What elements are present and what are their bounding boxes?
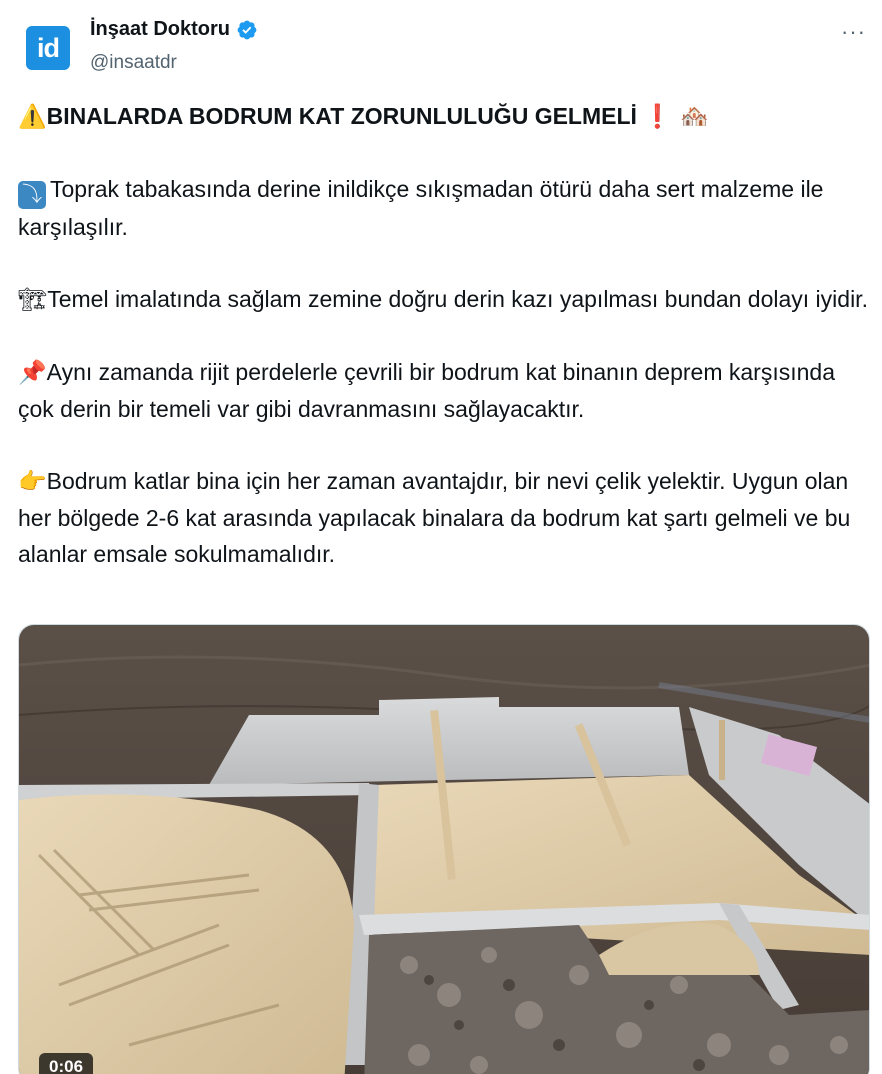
paragraph-1-text: Toprak tabakasında derine inildikçe sıkışmadan ötürü daha sert malzeme ile karşılaşılır. (18, 176, 824, 240)
video-frame (19, 625, 870, 1074)
author-name-row (90, 18, 258, 41)
avatar[interactable]: id (26, 26, 70, 70)
arrow-down-icon: ⤵ (18, 181, 46, 209)
verified-badge-icon (236, 19, 258, 41)
pointing-hand-icon: 👉 (18, 469, 47, 495)
tweet-headline (18, 98, 868, 135)
exclamation-house-icon: ❗ 🏘️ (643, 104, 709, 130)
crane-icon: 🏗 (18, 287, 48, 313)
warning-icon: ⚠️ (18, 104, 47, 130)
author-handle[interactable]: @insaatdr (90, 52, 177, 73)
headline-text: BINALARDA BODRUM KAT ZORUNLULUĞU GELMELİ (46, 103, 637, 129)
tweet-paragraph-1 (18, 171, 868, 245)
more-options-icon[interactable]: ··· (841, 19, 866, 44)
paragraph-2-text: Temel imalatında sağlam zemine doğru derin kazı yapılması bundan dolayı iyidir. (47, 286, 868, 312)
video-timestamp: 0:06 (39, 1053, 93, 1074)
tweet-paragraph-4 (18, 463, 868, 572)
author-display-name[interactable]: İnşaat Doktoru (90, 18, 231, 40)
tweet-text (18, 98, 868, 572)
video-player[interactable] (18, 624, 870, 1074)
paragraph-4-text: Bodrum katlar bina için her zaman avantajdır, bir nevi çelik yelektir. Uygun olan her bölgede 2-6 kat arasında yapılacak binalara da bodrum kat şartı gelmeli ve bu alanlar emsale sokulmamalıdır. (18, 468, 851, 567)
tweet-paragraph-3 (18, 354, 868, 427)
pushpin-icon: 📌 (18, 360, 47, 386)
paragraph-3-text: Aynı zamanda rijit perdelerle çevrili bir bodrum kat binanın deprem karşısında çok derin bir temeli var gibi davranmasını sağlayacaktır. (18, 359, 835, 422)
tweet-header (22, 18, 870, 78)
tweet-paragraph-2 (18, 281, 868, 318)
